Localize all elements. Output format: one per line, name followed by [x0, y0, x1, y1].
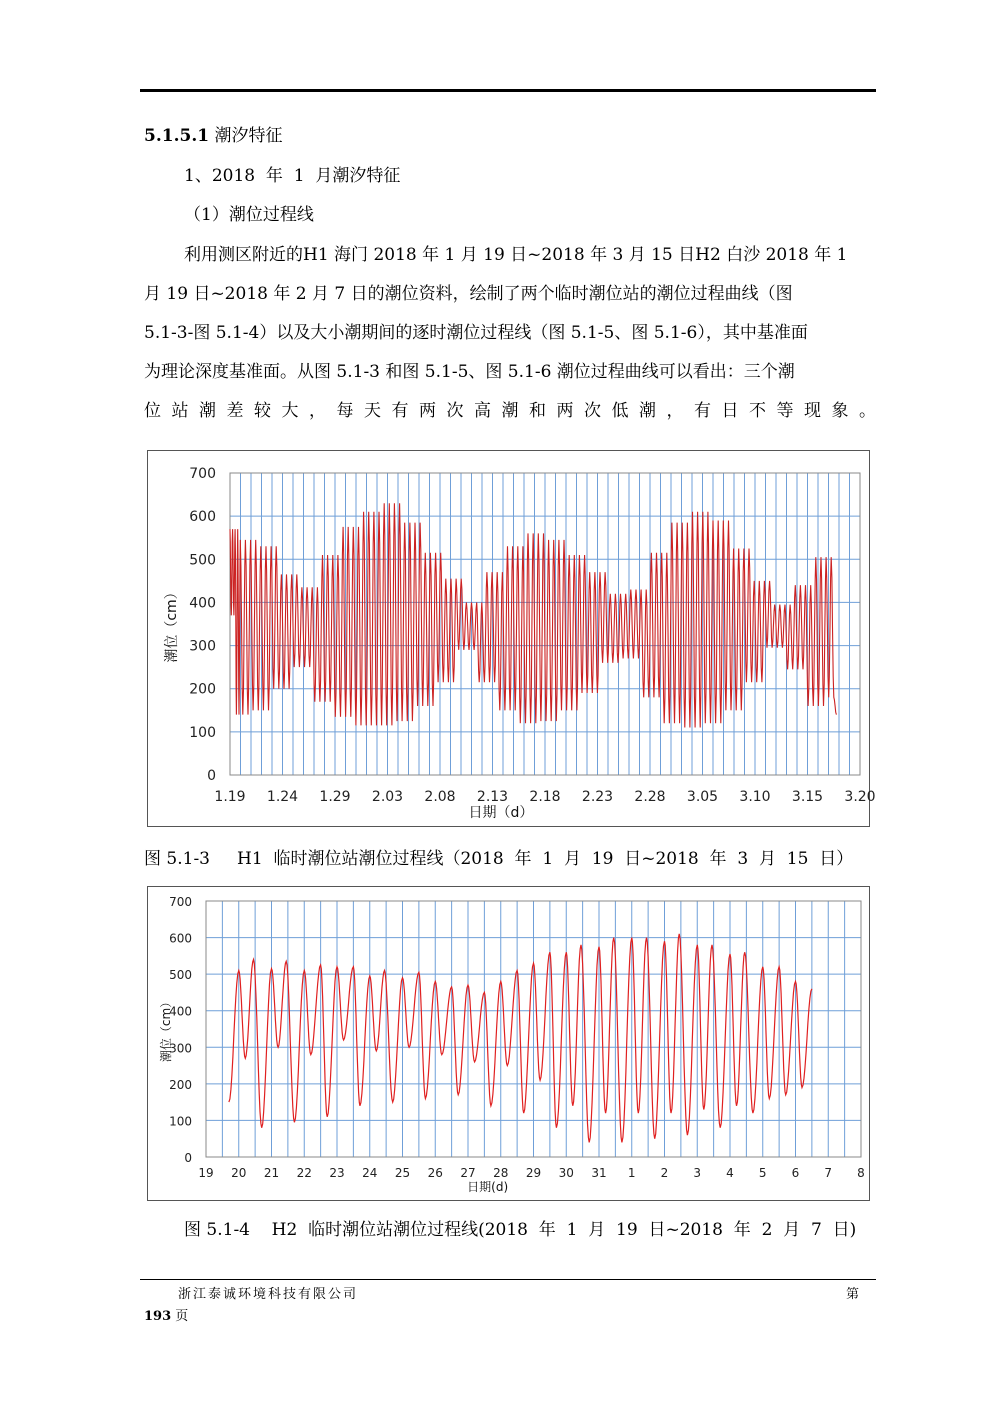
x-tick-label: 3: [693, 1166, 702, 1180]
paragraph-line-3: 5.1-3-图 5.1-4）以及大小潮期间的逐时潮位过程线（图 5.1-5、图 5.1-6），其中基准面: [144, 323, 808, 343]
x-tick-label: 3.15: [791, 789, 824, 805]
y-tick-label: 0: [207, 768, 216, 784]
x-tick-label: 2.18: [529, 789, 561, 805]
section-title: 潮汐特征: [214, 126, 283, 146]
footer-page-number: 193: [144, 1309, 172, 1324]
tide-series-line: [230, 503, 836, 727]
x-tick-label: 2.08: [424, 789, 456, 805]
y-tick-label: 100: [169, 1114, 192, 1129]
y-tick-label: 200: [169, 1077, 192, 1092]
footer-page: [144, 1305, 188, 1324]
y-tick-label: 400: [169, 1004, 192, 1019]
x-tick-label: 25: [394, 1166, 411, 1180]
y-tick-label: 600: [169, 931, 192, 946]
x-tick-label: 5: [758, 1166, 767, 1180]
x-tick-label: 3.10: [739, 789, 771, 805]
x-tick-label: 2.23: [581, 789, 614, 805]
x-tick-label: 27: [460, 1166, 476, 1180]
x-tick-label: 19: [198, 1166, 214, 1180]
x-tick-label: 2.28: [634, 789, 666, 805]
y-tick-label: 500: [169, 968, 192, 983]
x-tick-label: 1: [627, 1166, 636, 1180]
subheading-2: （1）潮位过程线: [184, 205, 314, 225]
x-tick-label: 22: [296, 1166, 312, 1180]
paragraph-line-5: 位站潮差较大，每天有两次高潮和两次低潮，有日不等现象。: [144, 401, 876, 421]
x-tick-label: 2.13: [476, 789, 509, 805]
section-heading: [144, 126, 876, 146]
x-tick-label: 24: [362, 1166, 378, 1180]
y-tick-label: 400: [189, 595, 216, 612]
y-tick-label: 300: [169, 1041, 192, 1056]
section-number: 5.1.5.1: [144, 126, 210, 146]
footer-rule: [140, 1279, 876, 1280]
h2-tide-chart-svg: [148, 887, 869, 1200]
x-tick-label: 23: [329, 1166, 345, 1180]
y-tick-label: 500: [189, 552, 216, 569]
x-tick-label: 31: [591, 1166, 607, 1180]
y-tick-label: 100: [189, 724, 216, 741]
figure-h2-caption: 图 5.1-4 H2 临时潮位站潮位过程线(2018 年 1 月 19 日~2018 年 2 月 7 日): [184, 1220, 857, 1240]
y-tick-label: 700: [169, 895, 192, 909]
x-axis-title: 日期(d): [467, 1180, 509, 1194]
x-tick-label: 3.05: [686, 789, 719, 805]
x-tick-label: 4: [726, 1166, 734, 1180]
y-tick-label: 700: [189, 466, 216, 482]
paragraph-line-4: 为理论深度基准面。从图 5.1-3 和图 5.1-5、图 5.1-6 潮位过程曲线可以看出：三个潮: [144, 362, 795, 382]
figure-h2-chart: [147, 886, 870, 1201]
x-tick-label: 26: [427, 1166, 443, 1180]
x-tick-label: 7: [824, 1166, 833, 1180]
x-tick-label: 8: [857, 1166, 865, 1180]
footer-page-ye: 页: [175, 1309, 189, 1324]
x-tick-label: 20: [231, 1166, 247, 1180]
y-tick-label: 0: [184, 1151, 192, 1165]
x-tick-label: 1.29: [319, 789, 351, 805]
y-axis-title: 潮位（cm）: [164, 585, 180, 663]
x-tick-label: 2: [660, 1166, 669, 1180]
footer-di: 第: [846, 1287, 860, 1302]
header-rule: [140, 89, 876, 92]
subheading-1: 1、2018 年 1 月潮汐特征: [184, 166, 401, 186]
figure-h1-chart: [147, 450, 876, 827]
x-tick-label: 29: [525, 1166, 542, 1180]
x-tick-label: 3.20: [844, 789, 876, 805]
figure-h1-caption: 图 5.1-3 H1 临时潮位站潮位过程线（2018 年 1 月 19 日~2018 年 3 月 15 日）: [144, 849, 854, 869]
y-tick-label: 600: [189, 509, 216, 526]
x-tick-label: 1.24: [266, 789, 299, 805]
h1-tide-chart-svg: [148, 451, 876, 826]
paragraph-line-2: 月 19 日~2018 年 2 月 7 日的潮位资料，绘制了两个临时潮位站的潮位过程曲线（图: [144, 284, 793, 304]
tide-series-line: [229, 934, 812, 1143]
footer-company: 浙江泰诚环境科技有限公司: [178, 1287, 359, 1302]
paragraph-line-1: 利用测区附近的H1 海门 2018 年 1 月 19 日~2018 年 3 月 15 日H2 白沙 2018 年 1: [184, 245, 848, 265]
x-tick-label: 2.03: [371, 789, 404, 805]
y-axis-title: 潮位（cm）: [159, 995, 173, 1063]
y-tick-label: 300: [189, 638, 216, 655]
x-tick-label: 30: [558, 1166, 574, 1180]
y-tick-label: 200: [189, 681, 216, 698]
x-tick-label: 1.19: [214, 789, 246, 805]
x-tick-label: 28: [493, 1166, 509, 1180]
x-tick-label: 6: [791, 1166, 800, 1180]
x-tick-label: 21: [263, 1166, 280, 1180]
x-axis-title: 日期（d）: [468, 805, 534, 821]
